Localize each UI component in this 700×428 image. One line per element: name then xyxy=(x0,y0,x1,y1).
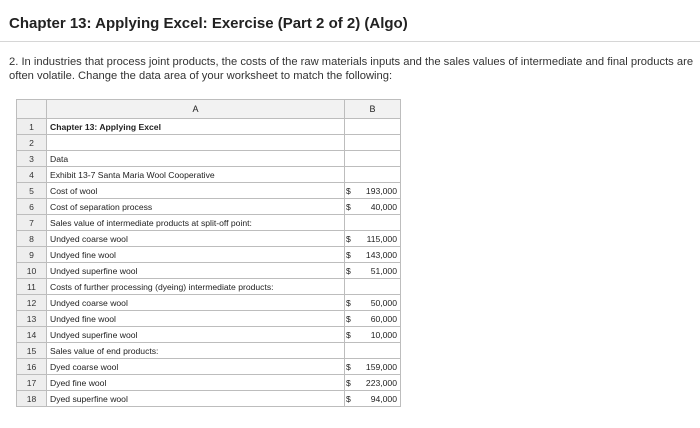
cell-b xyxy=(345,311,401,327)
cell-b xyxy=(345,215,401,231)
currency-symbol: $ xyxy=(346,377,351,388)
cell-b-content xyxy=(345,234,397,244)
currency-symbol: $ xyxy=(346,249,351,260)
cell-value: 94,000 xyxy=(370,393,397,404)
table-row xyxy=(17,311,401,327)
row-number: 17 xyxy=(17,375,47,391)
cell-b xyxy=(345,391,401,407)
cell-a: Exhibit 13-7 Santa Maria Wool Cooperative xyxy=(47,167,345,183)
cell-b xyxy=(345,263,401,279)
row-number: 3 xyxy=(17,151,47,167)
cell-a: Undyed superfine wool xyxy=(47,263,345,279)
cell-a: Cost of separation process xyxy=(47,199,345,215)
cell-value: 40,000 xyxy=(370,201,397,212)
row-number: 1 xyxy=(17,119,47,135)
cell-a: Undyed superfine wool xyxy=(47,327,345,343)
row-number: 14 xyxy=(17,327,47,343)
table-row xyxy=(17,151,401,167)
table-row xyxy=(17,359,401,375)
currency-symbol: $ xyxy=(346,329,351,340)
cell-a: Sales value of end products: xyxy=(47,343,345,359)
cell-b xyxy=(345,167,401,183)
row-number: 4 xyxy=(17,167,47,183)
table-row xyxy=(17,279,401,295)
table-row xyxy=(17,263,401,279)
cell-b-content xyxy=(345,186,397,196)
row-number: 18 xyxy=(17,391,47,407)
table-row xyxy=(17,343,401,359)
data-table xyxy=(16,99,401,407)
table-row xyxy=(17,135,401,151)
column-header-a: A xyxy=(47,100,345,119)
cell-a: Sales value of intermediate products at split-off point: xyxy=(47,215,345,231)
cell-b xyxy=(345,295,401,311)
row-number: 2 xyxy=(17,135,47,151)
row-number: 9 xyxy=(17,247,47,263)
cell-value: 10,000 xyxy=(370,329,397,340)
currency-symbol: $ xyxy=(346,201,351,212)
cell-b-content xyxy=(345,250,397,260)
row-number: 11 xyxy=(17,279,47,295)
cell-value: 143,000 xyxy=(365,249,397,260)
table-row xyxy=(17,247,401,263)
cell-b xyxy=(345,343,401,359)
cell-a: Dyed coarse wool xyxy=(47,359,345,375)
cell-b xyxy=(345,279,401,295)
cell-b xyxy=(345,247,401,263)
currency-symbol: $ xyxy=(346,393,351,404)
cell-value: 50,000 xyxy=(370,297,397,308)
table-row xyxy=(17,215,401,231)
cell-value: 223,000 xyxy=(365,377,397,388)
instructions-text: 2. In industries that process joint products, the costs of the raw materials inputs and the sales values of intermediate and final products are often volatile. Change the data area of your worksheet to match the following: xyxy=(9,56,694,82)
currency-symbol: $ xyxy=(346,185,351,196)
cell-b-content xyxy=(345,394,397,404)
row-number: 6 xyxy=(17,199,47,215)
cell-b xyxy=(345,135,401,151)
cell-b xyxy=(345,375,401,391)
row-number: 12 xyxy=(17,295,47,311)
currency-symbol: $ xyxy=(346,233,351,244)
cell-a: Dyed superfine wool xyxy=(47,391,345,407)
cell-b xyxy=(345,359,401,375)
cell-b-content xyxy=(345,330,397,340)
currency-symbol: $ xyxy=(346,297,351,308)
cell-b-content xyxy=(345,362,397,372)
row-number: 13 xyxy=(17,311,47,327)
cell-b xyxy=(345,199,401,215)
cell-a: Chapter 13: Applying Excel xyxy=(47,119,345,135)
table-row xyxy=(17,295,401,311)
cell-a: Undyed coarse wool xyxy=(47,231,345,247)
table-row xyxy=(17,391,401,407)
column-header-row xyxy=(17,100,401,119)
cell-a: Data xyxy=(47,151,345,167)
table-row xyxy=(17,375,401,391)
column-header-b: B xyxy=(345,100,401,119)
cell-value: 51,000 xyxy=(370,265,397,276)
row-number: 7 xyxy=(17,215,47,231)
table-row xyxy=(17,199,401,215)
cell-a: Dyed fine wool xyxy=(47,375,345,391)
corner-cell xyxy=(17,100,47,119)
page-title: Chapter 13: Applying Excel: Exercise (Part 2 of 2) (Algo) xyxy=(9,15,408,32)
cell-a: Costs of further processing (dyeing) intermediate products: xyxy=(47,279,345,295)
table-row xyxy=(17,183,401,199)
cell-b-content xyxy=(345,314,397,324)
row-number: 5 xyxy=(17,183,47,199)
row-number: 8 xyxy=(17,231,47,247)
cell-value: 193,000 xyxy=(365,185,397,196)
cell-b xyxy=(345,151,401,167)
title-divider xyxy=(0,41,700,42)
cell-a: Undyed fine wool xyxy=(47,311,345,327)
cell-b xyxy=(345,327,401,343)
currency-symbol: $ xyxy=(346,265,351,276)
cell-b xyxy=(345,119,401,135)
cell-b xyxy=(345,183,401,199)
cell-a: Undyed fine wool xyxy=(47,247,345,263)
table-row xyxy=(17,231,401,247)
currency-symbol: $ xyxy=(346,313,351,324)
cell-value: 159,000 xyxy=(365,361,397,372)
cell-a: Undyed coarse wool xyxy=(47,295,345,311)
cell-a: Cost of wool xyxy=(47,183,345,199)
cell-b-content xyxy=(345,298,397,308)
table-row xyxy=(17,327,401,343)
cell-b-content xyxy=(345,266,397,276)
cell-value: 115,000 xyxy=(366,233,397,244)
cell-a xyxy=(47,135,345,151)
spreadsheet-image xyxy=(16,99,402,419)
cell-b-content xyxy=(345,378,397,388)
cell-b-content xyxy=(345,202,397,212)
currency-symbol: $ xyxy=(346,361,351,372)
cell-b xyxy=(345,231,401,247)
cell-value: 60,000 xyxy=(370,313,397,324)
row-number: 15 xyxy=(17,343,47,359)
table-row xyxy=(17,167,401,183)
row-number: 16 xyxy=(17,359,47,375)
table-row xyxy=(17,119,401,135)
row-number: 10 xyxy=(17,263,47,279)
